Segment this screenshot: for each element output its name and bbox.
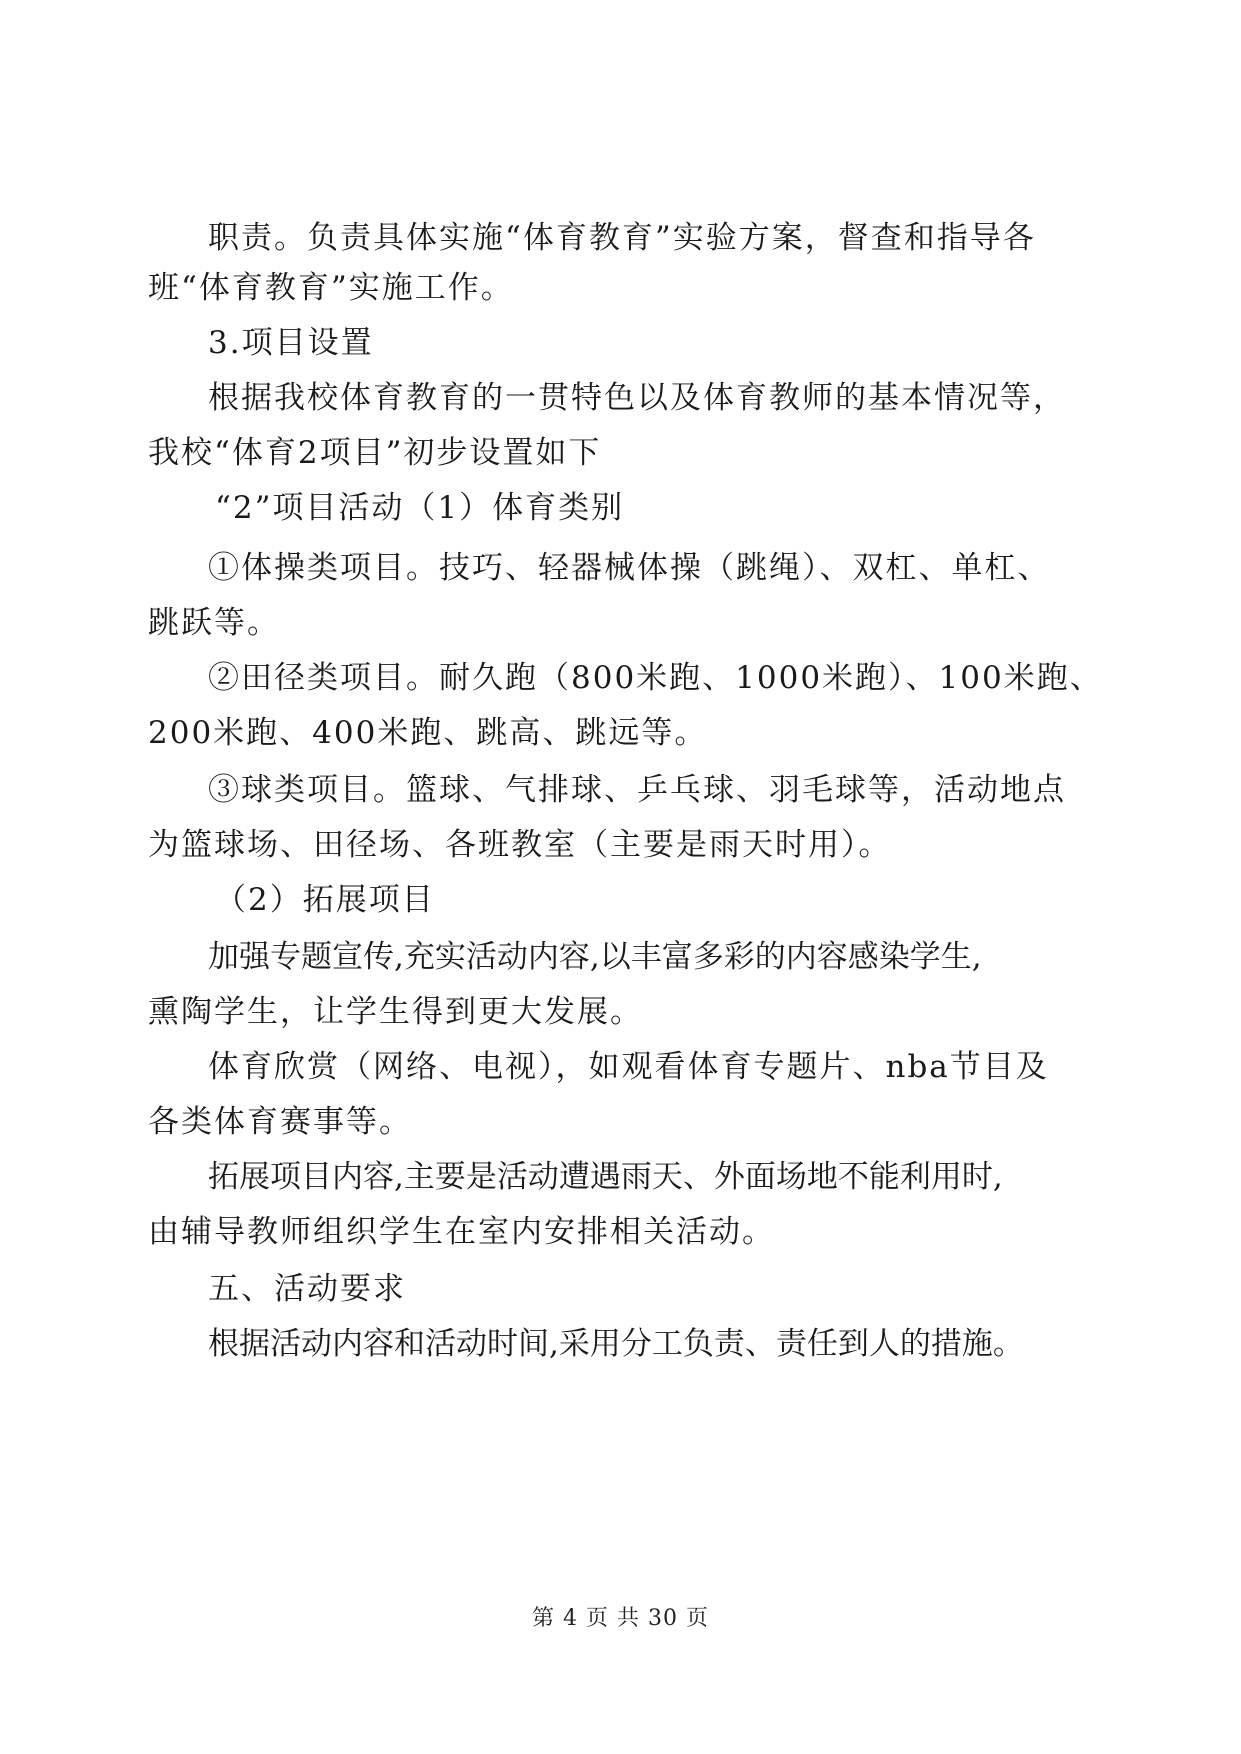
- section-heading: 五、活动要求: [208, 1271, 406, 1307]
- text-line: 根据活动内容和活动时间,采用分工负责、责任到人的措施。: [208, 1326, 1024, 1362]
- text-line: 根据我校体育教育的一贯特色以及体育教师的基本情况等，: [208, 380, 1066, 416]
- text-line: 为篮球场、田径场、各班教室（主要是雨天时用）。: [148, 827, 892, 863]
- page-number-footer: 第 4 页 共 30 页: [532, 1606, 709, 1631]
- text-line: 200米跑、400米跑、跳高、跳远等。: [148, 715, 708, 751]
- text-line: 我校“体育2项目”初步设置如下: [148, 435, 602, 471]
- text-line: 由辅导教师组织学生在室内安排相关活动。: [148, 1214, 775, 1250]
- text-line: 熏陶学生，让学生得到更大发展。: [148, 994, 643, 1030]
- section-heading: 3.项目设置: [208, 325, 374, 361]
- text-line: 职责。负责具体实施“体育教育”实验方案，督查和指导各: [208, 220, 1036, 256]
- text-line: 拓展项目内容,主要是活动遭遇雨天、外面场地不能利用时,: [208, 1159, 1003, 1195]
- text-line: 各类体育赛事等。: [148, 1104, 412, 1140]
- text-line: “2”项目活动（1）体育类别: [215, 490, 625, 526]
- text-line: 体育欣赏（网络、电视），如观看体育专题片、nba节目及: [208, 1049, 1049, 1085]
- text-line: ③球类项目。篮球、气排球、乒乓球、羽毛球等，活动地点: [208, 772, 1066, 808]
- text-line: 跳跃等。: [148, 605, 280, 641]
- text-line: 加强专题宣传,充实活动内容,以丰富多彩的内容感染学生,: [208, 939, 982, 975]
- text-line: 班“体育教育”实施工作。: [148, 270, 514, 306]
- text-line: ②田径类项目。耐久跑（800米跑、1000米跑）、100米跑、: [208, 660, 1103, 696]
- text-line: ①体操类项目。技巧、轻器械体操（跳绳）、双杠、单杠、: [208, 550, 1051, 586]
- section-heading: （2）拓展项目: [215, 882, 435, 918]
